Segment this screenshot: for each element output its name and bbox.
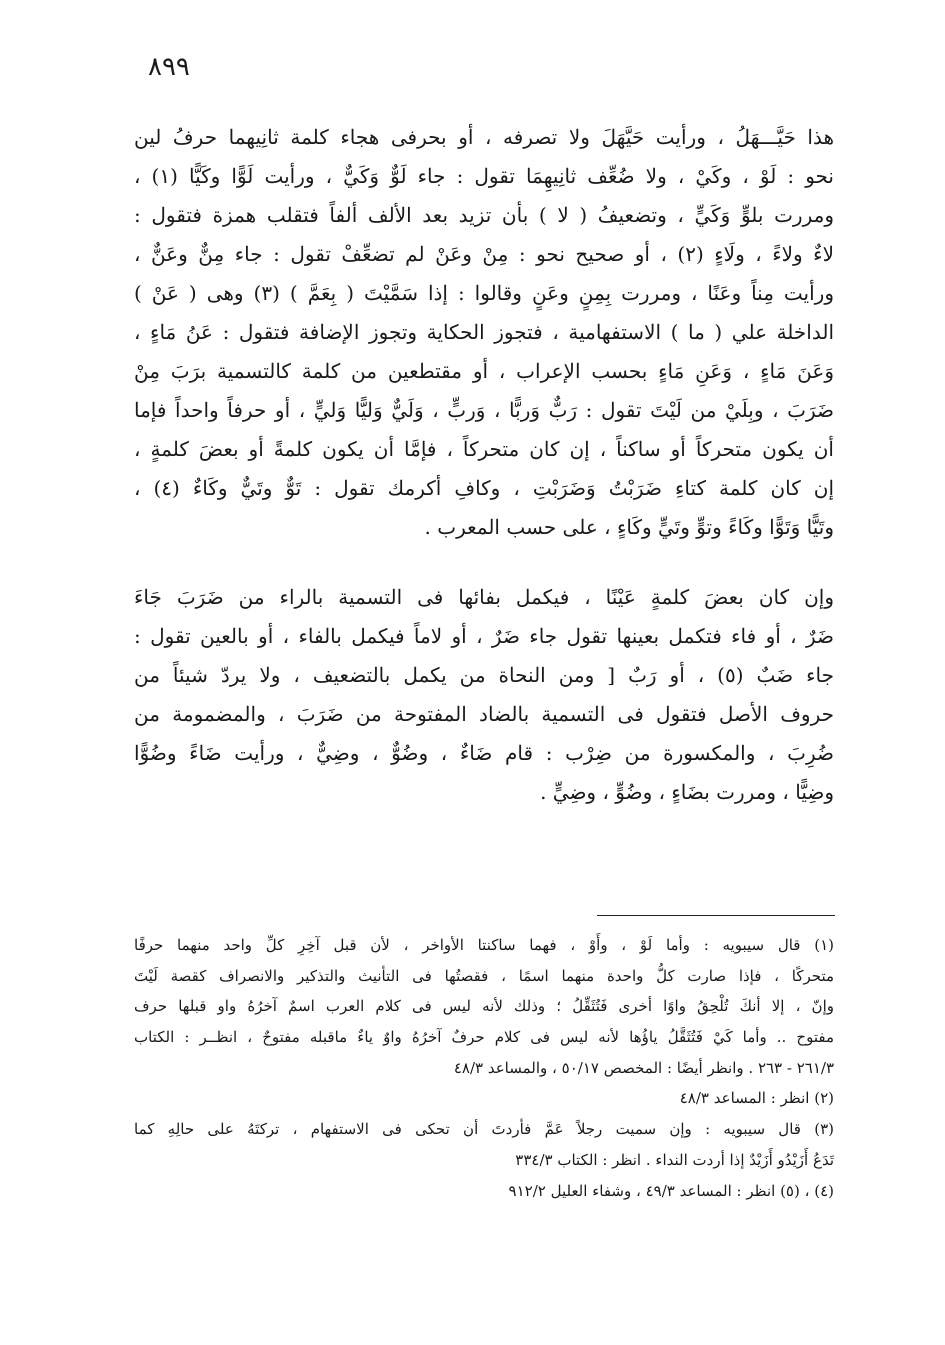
text-line: نحو : لَوْ ، وكَيْ ، ولا ضُعِّف ثانِيهِمَا تقول : جاء لَوٌّ وَكَيٌّ ، ورأيت لَوًّا وكَيًّا (١) ، [134, 164, 834, 188]
text-line: لاءٌ ولاءً ، ولَاءٍ (٢) ، أو صحيح نحو : مِنْ وعَنْ لم تضعِّفْ تقول : جاء مِنٌّ وعَنٌّ ، [134, 242, 834, 266]
text-line: وإن كان بعضَ كلمةٍ عَيْنًا ، فيكمل بفائها فى التسمية بالراء من ضَرَبَ جَاءَ [134, 585, 834, 609]
text-line: أن يكون متحركاً أو ساكناً ، إن كان متحركاً ، فإمَّا أن يكون كلمةً أو بعضَ كلمةٍ ، [134, 437, 834, 461]
footnotes [134, 930, 834, 1206]
text-line: حروف الأصل فتقول فى التسمية بالضاد المفتوحة من ضَرَبَ ، والمضمومة من [134, 702, 834, 726]
text-line: جاء ضَبٌ (٥) ، أو رَبٌ [ ومن النحاة من يكمل بالتضعيف ، ولا يردّ شيئاً من [134, 663, 834, 687]
footnote-line: وإنّ ، إلا أنكَ تُلْحِقُ واوًا أخرى فَتُثَقِّلُ ؛ وذلك لأنه ليس فى كلام العرب اسمٌ آخرُهُ واو قبلها حرف [134, 997, 834, 1016]
text-line: وضِيًّا ، ومررت بضَاءٍ ، وضُوٍّ ، وضِيٍّ . [540, 780, 834, 804]
text-line: ورأيت مِناً وعَنًا ، ومررت بِمِنٍ وعَنٍ وقالوا : إذا سَمَّيْتَ ( بِعَمَّ ) (٣) وهى ( عَنْ ) [134, 281, 834, 305]
footnote-divider [597, 915, 835, 916]
text-line: وتَيًّا وَتَوًّا وكَاءً وتوٍّ وتَيٍّ وكَاءٍ ، على حسب المعرب . [424, 515, 834, 539]
footnote-line: تَدَعُ أَزَيْدُو أَزَيْدٌ إذا أردت النداء . انظر : الكتاب ٣٣٤/٣ [515, 1150, 834, 1169]
footnote-line: (١) قال سيبويه : وأما لَوْ ، وأَوْ ، فهما ساكنتا الأواخر ، لأن قبل آخِرِ كلِّ واحد منهما حرفًا [134, 936, 834, 954]
page-number: ٨٩٩ [148, 52, 190, 82]
footnote-line: متحركًا ، فإذا صارت كلُّ واحدة منهما اسمًا ، فقصتُها فى التأنيث والتذكير والانصراف كقصة لَيْتَ [134, 966, 834, 985]
paragraph-2 [134, 578, 834, 812]
text-line: وَعَنَ مَاءٍ ، وَعَنِ مَاءٍ بحسب الإعراب ، أو مقتطعين من كلمة كالتسمية برَبَ مِنْ [134, 359, 834, 383]
text-line: ومررت بلوٍّ وَكَيٍّ ، وتضعيفُ ( لا ) بأن تزيد بعد الألف ألفاً فتقلب همزة فتقول : [134, 203, 834, 227]
footnote-line: (٢) انظر : المساعد ٤٨/٣ [679, 1089, 834, 1108]
footnote-line: ٢٦١/٣ - ٢٦٣ . وانظر أيضًا : المخصص ٥٠/١٧ ، والمساعد ٤٨/٣ [453, 1058, 834, 1077]
footnote-line: مفتوح .. وأما كَيْ فَتُثَقَّلُ ياؤُها لأنه ليس فى كلام حرفٌ آخرُهُ واوٌ ياءٌ ماقبله مفتوحٌ ، انظــر : الكتاب [134, 1028, 834, 1047]
paragraph-1 [134, 118, 834, 547]
main-text [134, 118, 834, 812]
footnote-line: (٤) ، (٥) انظر : المساعد ٤٩/٣ ، وشفاء العليل ٩١٢/٢ [508, 1181, 834, 1200]
footnote-line: (٣) قال سيبويه : وإن سميت رجلاً عَمَّ فأردتَ أن تحكى فى الاستفهام ، تركتَهُ على حالِهِ كما [134, 1120, 834, 1139]
text-line: إن كان كلمة كتاءِ ضَرَبْتُ وَضَرَبْتِ ، وكافِ أكرمك تقول : تَوٌّ وتَيٌّ وكَاءٌ (٤) ، [134, 476, 834, 500]
text-line: ضُرِبَ ، والمكسورة من ضِرْب : قام ضَاءٌ ، وضُوٌّ ، وضِيٌّ ، ورأيت ضَاءً وضُوًّا [134, 741, 834, 765]
text-line: هذا حَيَّـــهَلُ ، ورأيت حَيَّهَلَ ولا تصرفه ، أو بحرفى هجاء كلمة ثانِيهما حرفُ لين [134, 125, 834, 149]
text-line: الداخلة علي ( ما ) الاستفهامية ، فتجوز الحكاية وتجوز الإضافة فتقول : عَنُ مَاءٍ ، [134, 320, 834, 344]
text-line: ضَرٌ ، أو فاء فتكمل بعينها تقول جاء ضَرٌ ، أو لاماً فيكمل بالفاء ، أو بالعين تقول : [134, 624, 834, 648]
text-line: ضَرَبَ ، وبِلَيْ من لَيْتَ تقول : رَبٌّ وَربًّا ، وَربٍّ ، وَلَيٌّ وَليًّا وَليٍّ ، أو حرفاً واحداً فإما [134, 398, 834, 422]
